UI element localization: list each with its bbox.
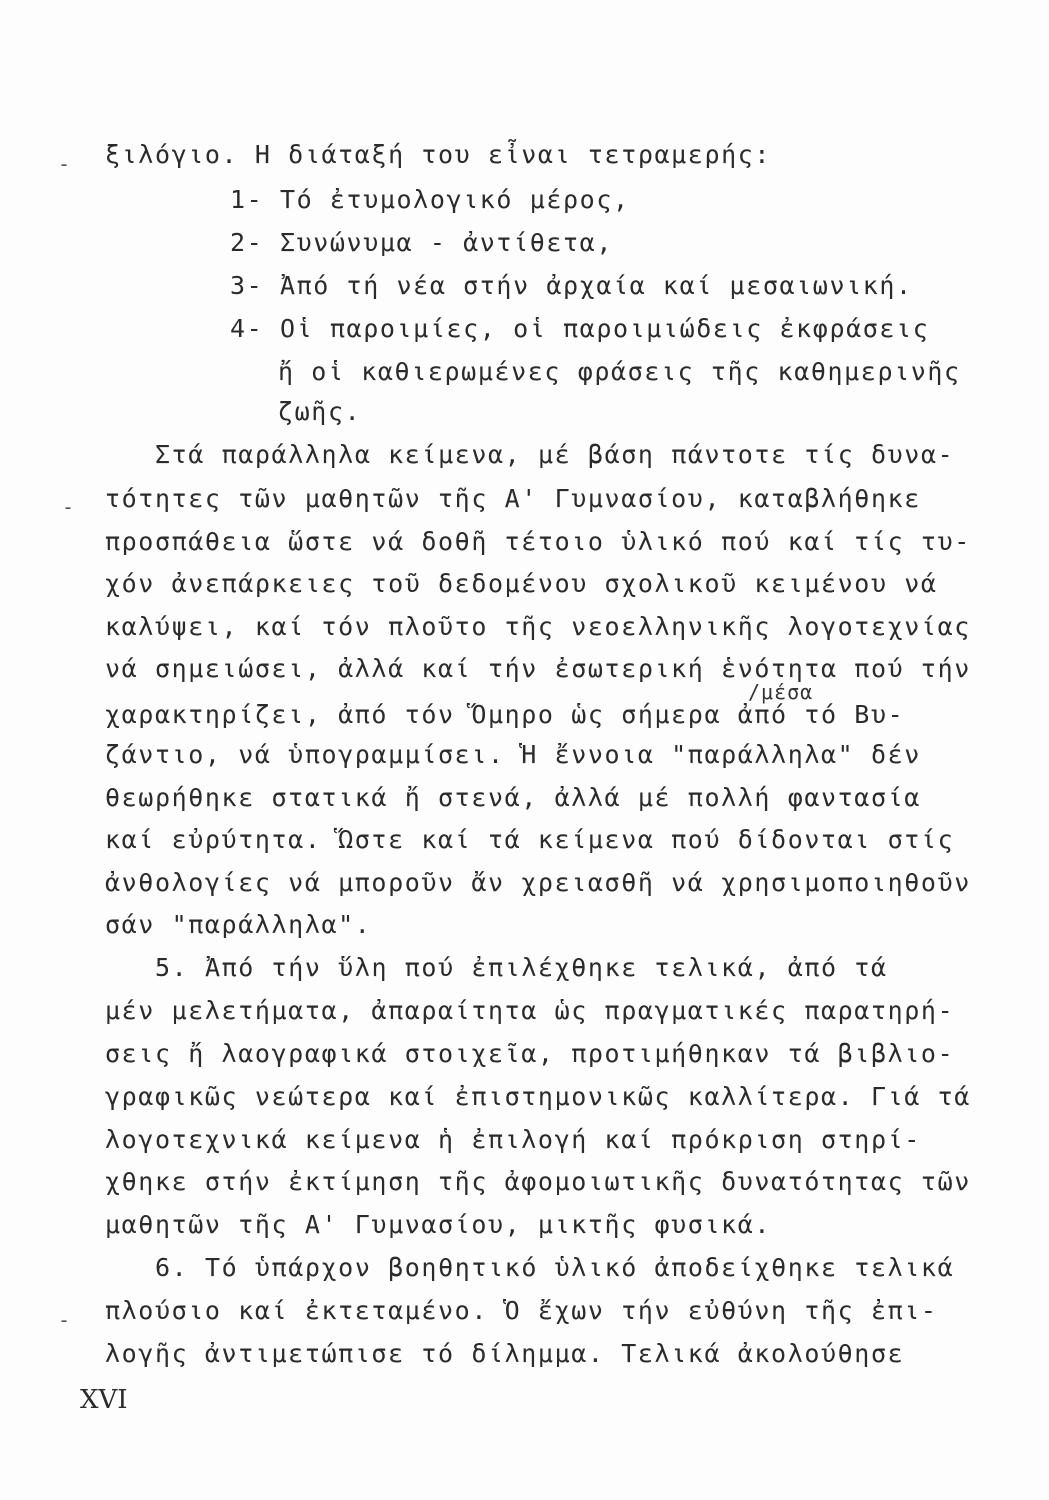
margin-dash: - [62,495,75,519]
paragraph-line: καλύψει, καί τόν πλοῦτο τῆς νεοελληνικῆς λογοτεχνίας [105,612,971,641]
paragraph-line: λογῆς ἀντιμετώπισε τό δίλημμα. Τελικά ἀκολούθησε [105,1339,905,1368]
paragraph-line: χθηκε στήν ἐκτίμηση τῆς ἀφομοιωτικῆς δυνατότητας τῶν [105,1167,971,1196]
list-item-4-cont-2: ζωῆς. [278,397,362,426]
list-item-3: 3- Ἀπό τή νέα στήν ἀρχαία καί μεσαιωνική. [230,271,913,300]
paragraph-line: σεις ἤ λαογραφικά στοιχεῖα, προτιμήθηκαν τά βιβλιο- [105,1039,955,1068]
paragraph-line: προσπάθεια ὥστε νά δοθῆ τέτοιο ὑλικό πού καί τίς τυ- [105,527,971,556]
paragraph-line: καί εὐρύτητα. Ὥστε καί τά κείμενα πού δίδονται στίς [105,825,955,854]
list-item-1: 1- Τό ἐτυμολογικό μέρος, [230,185,630,214]
list-item-4: 4- Οἱ παροιμίες, οἱ παροιμιώδεις ἐκφράσεις [230,314,930,343]
paragraph-line: γραφικῶς νεώτερα καί ἐπιστημονικῶς καλλίτερα. Γιά τά [105,1082,971,1111]
paragraph-line: μαθητῶν τῆς Α' Γυμνασίου, μικτῆς φυσικά. [105,1210,772,1239]
handwritten-insert-note: /μέσα [748,680,814,704]
paragraph-line: χαρακτηρίζει, ἀπό τόν Ὅμηρο ὡς σήμερα ἀπό τό Βυ- [105,700,905,729]
margin-dash: - [58,1308,71,1332]
intro-line: ξιλόγιο. Η διάταξή του εἶναι τετραμερής: [105,140,772,169]
paragraph-line: ἀνθολογίες νά μποροῦν ἄν χρειασθῆ νά χρησιμοποιηθοῦν [105,868,971,897]
paragraph-line: μέν μελετήματα, ἀπαραίτητα ὡς πραγματικές παρατηρή- [105,996,955,1025]
page-number: XVI [80,1385,128,1415]
paragraph-line: χόν ἀνεπάρκειες τοῦ δεδομένου σχολικοῦ κειμένου νά [105,569,938,598]
paragraph-line: νά σημειώσει, ἀλλά καί τήν ἐσωτερική ἑνότητα πού τήν [105,654,971,683]
paragraph-line: λογοτεχνικά κείμενα ἡ ἐπιλογή καί πρόκριση στηρί- [105,1125,921,1154]
margin-dash: - [58,152,71,176]
paragraph-line: ζάντιο, νά ὑπογραμμίσει. Ἡ ἔννοια "παράλληλα" δέν [105,740,921,769]
paragraph-line: πλούσιο καί ἐκτεταμένο. Ὁ ἔχων τήν εὐθύνη τῆς ἐπι- [105,1296,938,1325]
paragraph-line: τότητες τῶν μαθητῶν τῆς Α' Γυμνασίου, καταβλήθηκε [105,484,921,513]
list-item-4-cont-1: ἤ οἱ καθιερωμένες φράσεις τῆς καθημερινῆς [278,357,961,386]
paragraph-line: Στά παράλληλα κείμενα, μέ βάση πάντοτε τίς δυνα- [155,440,955,469]
paragraph-line: σάν "παράλληλα". [105,910,372,939]
paragraph-line: θεωρήθηκε στατικά ἤ στενά, ἀλλά μέ πολλή φαντασία [105,783,921,812]
paragraph-line: 6. Τό ὑπάρχον βοηθητικό ὑλικό ἀποδείχθηκε τελικά [155,1253,955,1282]
list-item-2: 2- Συνώνυμα - ἀντίθετα, [230,228,613,257]
paragraph-line: 5. Ἀπό τήν ὕλη πού ἐπιλέχθηκε τελικά, ἀπό τά [155,953,888,982]
